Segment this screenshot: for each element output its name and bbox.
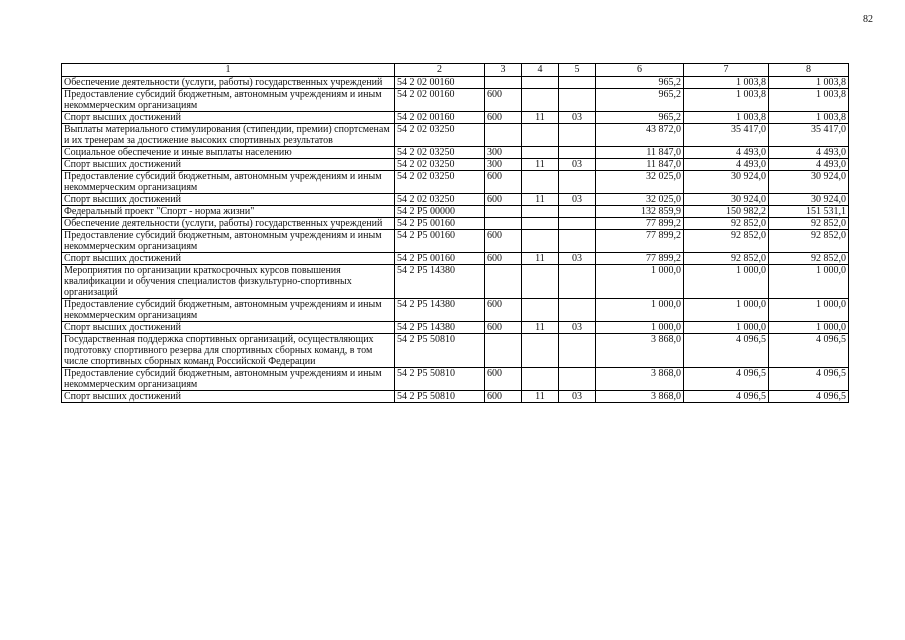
row-section-cell [522,334,559,368]
table-row [62,322,849,334]
row-subsection-cell: 03 [559,253,596,265]
row-value-col6-cell: 11 847,0 [596,147,684,159]
row-section-cell: 11 [522,253,559,265]
row-value-col8-cell: 1 003,8 [769,77,849,89]
row-value-col6-cell: 11 847,0 [596,159,684,171]
row-value-col7-cell: 1 000,0 [684,322,769,334]
row-value-col7-cell: 1 000,0 [684,299,769,322]
row-group-cell: 600 [485,112,522,124]
row-name-cell: Социальное обеспечение и иные выплаты населению [62,147,395,159]
table-row [62,112,849,124]
row-name-cell: Обеспечение деятельности (услуги, работы) государственных учреждений [62,77,395,89]
row-code-cell: 54 2 P5 50810 [395,391,485,403]
row-group-cell [485,206,522,218]
budget-table [61,63,849,403]
row-value-col7-cell: 30 924,0 [684,194,769,206]
table-row [62,391,849,403]
page-number: 82 [863,14,873,25]
row-value-col8-cell: 4 493,0 [769,159,849,171]
row-value-col8-cell: 151 531,1 [769,206,849,218]
row-value-col6-cell: 1 000,0 [596,299,684,322]
row-code-cell: 54 2 02 03250 [395,124,485,147]
row-value-col6-cell: 132 859,9 [596,206,684,218]
row-name-cell: Спорт высших достижений [62,391,395,403]
table-row [62,253,849,265]
row-value-col7-cell: 4 493,0 [684,147,769,159]
row-subsection-cell [559,124,596,147]
row-code-cell: 54 2 P5 00160 [395,253,485,265]
row-section-cell: 11 [522,112,559,124]
row-name-cell: Спорт высших достижений [62,253,395,265]
row-section-cell [522,124,559,147]
row-group-cell [485,218,522,230]
row-value-col8-cell: 4 096,5 [769,391,849,403]
row-value-col6-cell: 965,2 [596,112,684,124]
row-section-cell: 11 [522,391,559,403]
row-group-cell: 300 [485,147,522,159]
row-group-cell: 600 [485,171,522,194]
row-subsection-cell: 03 [559,391,596,403]
table-row [62,171,849,194]
row-group-cell [485,124,522,147]
row-value-col6-cell: 77 899,2 [596,253,684,265]
row-code-cell: 54 2 P5 14380 [395,265,485,299]
row-code-cell: 54 2 02 00160 [395,89,485,112]
row-code-cell: 54 2 P5 14380 [395,322,485,334]
row-value-col7-cell: 150 982,2 [684,206,769,218]
row-subsection-cell: 03 [559,112,596,124]
row-value-col8-cell: 92 852,0 [769,218,849,230]
row-value-col8-cell: 30 924,0 [769,171,849,194]
row-code-cell: 54 2 P5 00160 [395,218,485,230]
row-section-cell [522,77,559,89]
row-value-col8-cell: 1 003,8 [769,89,849,112]
row-group-cell: 300 [485,159,522,171]
row-value-col6-cell: 1 000,0 [596,322,684,334]
row-group-cell: 600 [485,89,522,112]
row-name-cell: Выплаты материального стимулирования (стипендии, премии) спортсменам и их тренерам за достижение высоких спортивных результатов [62,124,395,147]
row-subsection-cell [559,147,596,159]
row-name-cell: Федеральный проект "Спорт - норма жизни" [62,206,395,218]
row-group-cell: 600 [485,299,522,322]
row-name-cell: Мероприятия по организации краткосрочных курсов повышения квалификации и обучения специалистов физкультурно-спортивных организаций [62,265,395,299]
row-subsection-cell [559,171,596,194]
column-header: 3 [485,64,522,77]
row-group-cell: 600 [485,391,522,403]
row-code-cell: 54 2 P5 00000 [395,206,485,218]
row-value-col7-cell: 4 096,5 [684,391,769,403]
row-code-cell: 54 2 02 03250 [395,171,485,194]
table-row [62,368,849,391]
column-header: 6 [596,64,684,77]
row-subsection-cell [559,89,596,112]
row-section-cell: 11 [522,194,559,206]
table-row [62,299,849,322]
row-name-cell: Государственная поддержка спортивных организаций, осуществляющих подготовку спортивного резерва для спортивных сборных команд, в том числе спортивных сборных команд Российской Федерации [62,334,395,368]
column-header-row [62,64,849,77]
column-header: 1 [62,64,395,77]
row-value-col7-cell: 1 003,8 [684,77,769,89]
row-section-cell [522,89,559,112]
row-value-col8-cell: 1 000,0 [769,265,849,299]
table-row [62,194,849,206]
row-section-cell [522,218,559,230]
row-value-col7-cell: 35 417,0 [684,124,769,147]
row-section-cell [522,265,559,299]
column-header: 7 [684,64,769,77]
row-value-col8-cell: 4 493,0 [769,147,849,159]
row-value-col6-cell: 32 025,0 [596,171,684,194]
row-value-col6-cell: 3 868,0 [596,334,684,368]
table-row [62,147,849,159]
row-section-cell [522,171,559,194]
row-code-cell: 54 2 02 03250 [395,194,485,206]
row-code-cell: 54 2 P5 00160 [395,230,485,253]
row-subsection-cell [559,368,596,391]
row-value-col7-cell: 4 096,5 [684,368,769,391]
row-code-cell: 54 2 P5 14380 [395,299,485,322]
row-section-cell: 11 [522,159,559,171]
row-subsection-cell [559,265,596,299]
row-name-cell: Предоставление субсидий бюджетным, автономным учреждениям и иным некоммерческим организациям [62,299,395,322]
row-name-cell: Предоставление субсидий бюджетным, автономным учреждениям и иным некоммерческим организациям [62,89,395,112]
row-subsection-cell [559,206,596,218]
row-section-cell [522,299,559,322]
row-name-cell: Спорт высших достижений [62,112,395,124]
row-subsection-cell [559,299,596,322]
table-row [62,124,849,147]
row-group-cell [485,334,522,368]
row-subsection-cell [559,230,596,253]
table-row [62,159,849,171]
row-value-col8-cell: 92 852,0 [769,230,849,253]
row-group-cell: 600 [485,230,522,253]
row-value-col7-cell: 92 852,0 [684,218,769,230]
row-value-col6-cell: 965,2 [596,77,684,89]
row-value-col7-cell: 30 924,0 [684,171,769,194]
table-row [62,265,849,299]
row-value-col7-cell: 1 000,0 [684,265,769,299]
column-header: 8 [769,64,849,77]
row-section-cell [522,147,559,159]
row-value-col8-cell: 4 096,5 [769,334,849,368]
column-header: 5 [559,64,596,77]
row-name-cell: Спорт высших достижений [62,194,395,206]
row-name-cell: Обеспечение деятельности (услуги, работы) государственных учреждений [62,218,395,230]
row-code-cell: 54 2 02 00160 [395,77,485,89]
row-subsection-cell [559,77,596,89]
row-value-col6-cell: 32 025,0 [596,194,684,206]
table-row [62,77,849,89]
table-body [62,77,849,403]
column-header: 2 [395,64,485,77]
row-section-cell: 11 [522,322,559,334]
row-group-cell [485,77,522,89]
table-row [62,334,849,368]
row-section-cell [522,368,559,391]
row-value-col7-cell: 1 003,8 [684,89,769,112]
row-section-cell [522,206,559,218]
row-value-col6-cell: 43 872,0 [596,124,684,147]
row-subsection-cell: 03 [559,194,596,206]
row-value-col7-cell: 92 852,0 [684,230,769,253]
row-group-cell: 600 [485,322,522,334]
row-value-col8-cell: 1 000,0 [769,299,849,322]
table-row [62,206,849,218]
row-value-col8-cell: 35 417,0 [769,124,849,147]
row-group-cell: 600 [485,194,522,206]
row-value-col8-cell: 1 003,8 [769,112,849,124]
row-subsection-cell [559,218,596,230]
column-header: 4 [522,64,559,77]
table-row [62,230,849,253]
row-section-cell [522,230,559,253]
row-value-col8-cell: 30 924,0 [769,194,849,206]
row-name-cell: Предоставление субсидий бюджетным, автономным учреждениям и иным некоммерческим организациям [62,368,395,391]
row-group-cell: 600 [485,253,522,265]
table-row [62,218,849,230]
row-subsection-cell [559,334,596,368]
row-group-cell [485,265,522,299]
row-value-col7-cell: 4 493,0 [684,159,769,171]
row-code-cell: 54 2 02 03250 [395,159,485,171]
row-value-col6-cell: 3 868,0 [596,368,684,391]
row-value-col8-cell: 92 852,0 [769,253,849,265]
row-value-col6-cell: 1 000,0 [596,265,684,299]
table-row [62,89,849,112]
row-code-cell: 54 2 P5 50810 [395,334,485,368]
row-name-cell: Предоставление субсидий бюджетным, автономным учреждениям и иным некоммерческим организациям [62,230,395,253]
row-name-cell: Спорт высших достижений [62,322,395,334]
row-value-col6-cell: 965,2 [596,89,684,112]
row-value-col7-cell: 4 096,5 [684,334,769,368]
row-code-cell: 54 2 02 00160 [395,112,485,124]
row-subsection-cell: 03 [559,322,596,334]
row-code-cell: 54 2 P5 50810 [395,368,485,391]
row-value-col6-cell: 77 899,2 [596,218,684,230]
row-value-col8-cell: 4 096,5 [769,368,849,391]
row-name-cell: Спорт высших достижений [62,159,395,171]
row-value-col6-cell: 3 868,0 [596,391,684,403]
row-value-col8-cell: 1 000,0 [769,322,849,334]
row-name-cell: Предоставление субсидий бюджетным, автономным учреждениям и иным некоммерческим организациям [62,171,395,194]
row-subsection-cell: 03 [559,159,596,171]
row-code-cell: 54 2 02 03250 [395,147,485,159]
row-value-col6-cell: 77 899,2 [596,230,684,253]
row-group-cell: 600 [485,368,522,391]
row-value-col7-cell: 1 003,8 [684,112,769,124]
row-value-col7-cell: 92 852,0 [684,253,769,265]
